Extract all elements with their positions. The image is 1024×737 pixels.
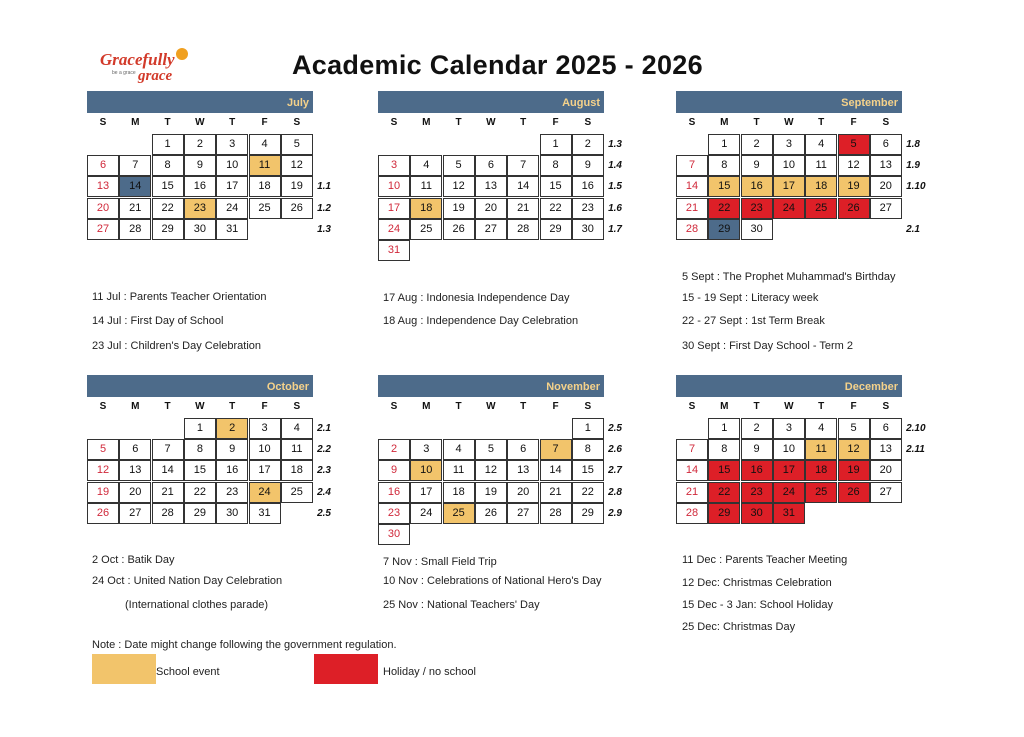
event-item-december: 12 Dec: Christmas Celebration — [682, 577, 832, 589]
day-cell: 16 — [741, 460, 773, 481]
day-cell: 4 — [443, 439, 475, 460]
day-cell: 17 — [249, 460, 281, 481]
day-cell: 23 — [378, 503, 410, 524]
day-cell: 2 — [216, 418, 248, 439]
day-cell: 19 — [838, 176, 870, 197]
day-cell: 17 — [773, 460, 805, 481]
day-cell: 7 — [119, 155, 151, 176]
weekday-label: T — [229, 117, 236, 128]
day-cell: 20 — [507, 482, 539, 503]
event-item-july: 23 Jul : Children's Day Celebration — [92, 340, 262, 352]
day-cell: 10 — [216, 155, 248, 176]
day-cell: 28 — [676, 219, 708, 240]
logo-figure-icon — [176, 48, 188, 60]
day-cell: 12 — [838, 155, 870, 176]
weekday-label: S — [390, 401, 398, 412]
day-cell: 18 — [281, 460, 313, 481]
day-cell: 16 — [378, 482, 410, 503]
day-cell: 2 — [378, 439, 410, 460]
day-cell: 19 — [838, 460, 870, 481]
day-cell: 1 — [184, 418, 216, 439]
day-cell: 15 — [708, 460, 740, 481]
day-cell: 7 — [152, 439, 184, 460]
event-item-november: 10 Nov : Celebrations of National Hero's Day — [383, 575, 602, 587]
day-cell: 25 — [805, 198, 837, 219]
day-cell: 21 — [152, 482, 184, 503]
day-cell: 3 — [378, 155, 410, 176]
day-cell: 25 — [281, 482, 313, 503]
day-cell: 4 — [410, 155, 442, 176]
day-cell: 30 — [741, 219, 773, 240]
day-cell: 7 — [507, 155, 539, 176]
day-cell: 11 — [805, 155, 837, 176]
weekday-label: S — [99, 117, 107, 128]
day-cell: 28 — [152, 503, 184, 524]
week-number-label: 2.1 — [317, 423, 331, 434]
day-cell: 9 — [216, 439, 248, 460]
day-cell: 17 — [378, 198, 410, 219]
day-cell: 6 — [475, 155, 507, 176]
holiday-legend-label: Holiday / no school — [383, 666, 476, 678]
day-cell: 6 — [870, 418, 902, 439]
day-cell: 9 — [184, 155, 216, 176]
weekday-label: T — [455, 117, 462, 128]
day-cell: 4 — [805, 418, 837, 439]
day-cell: 19 — [87, 482, 119, 503]
month-header: August — [378, 91, 604, 113]
day-cell: 12 — [475, 460, 507, 481]
day-cell: 6 — [507, 439, 539, 460]
day-cell: 22 — [152, 198, 184, 219]
school-event-swatch — [92, 654, 156, 684]
day-cell: 22 — [540, 198, 572, 219]
day-cell: 1 — [708, 134, 740, 155]
week-number-label: 2.6 — [608, 444, 622, 456]
day-cell: 29 — [152, 219, 184, 240]
page-title: Academic Calendar 2025 - 2026 — [292, 50, 703, 80]
day-cell: 8 — [572, 439, 604, 460]
weekday-label: F — [261, 401, 268, 412]
day-cell: 29 — [708, 219, 740, 240]
day-cell: 13 — [870, 155, 902, 176]
day-cell: 19 — [443, 198, 475, 219]
event-item-november: 7 Nov : Small Field Trip — [383, 556, 497, 568]
week-number-label: 1.3 — [608, 139, 622, 150]
day-cell: 7 — [676, 155, 708, 176]
day-cell: 4 — [249, 134, 281, 155]
day-cell: 28 — [676, 503, 708, 524]
day-cell: 20 — [119, 482, 151, 503]
weekday-label: T — [455, 401, 462, 412]
day-cell: 21 — [676, 482, 708, 503]
week-number-label: 1.7 — [608, 223, 622, 235]
day-cell: 24 — [773, 198, 805, 219]
day-cell: 16 — [184, 176, 216, 197]
day-cell: 26 — [475, 503, 507, 524]
day-cell: 12 — [281, 155, 313, 176]
day-cell: 25 — [249, 198, 281, 219]
day-cell: 27 — [475, 219, 507, 240]
day-cell: 18 — [249, 176, 281, 197]
day-cell: 27 — [870, 198, 902, 219]
day-cell: 6 — [870, 134, 902, 155]
weekday-label: W — [195, 401, 205, 412]
week-number-label: 1.8 — [906, 139, 920, 150]
day-cell: 11 — [281, 439, 313, 460]
weekday-label: S — [584, 117, 592, 128]
day-cell: 21 — [676, 198, 708, 219]
note-text: Note : Date might change following the government regulation. — [92, 639, 397, 651]
event-item-july: 11 Jul : Parents Teacher Orientation — [92, 291, 267, 303]
day-cell: 5 — [443, 155, 475, 176]
week-number-label: 2.10 — [906, 423, 926, 434]
day-cell: 23 — [741, 198, 773, 219]
day-cell: 24 — [249, 482, 281, 503]
day-cell: 18 — [805, 460, 837, 481]
day-cell: 20 — [475, 198, 507, 219]
event-item-september: 30 Sept : First Day School - Term 2 — [682, 340, 853, 352]
weekday-label: F — [552, 117, 559, 128]
day-cell: 14 — [119, 176, 151, 197]
week-number-label: 1.1 — [317, 181, 331, 193]
day-cell: 4 — [281, 418, 313, 439]
day-cell: 13 — [87, 176, 119, 197]
school-logo — [100, 48, 190, 88]
day-cell: 17 — [216, 176, 248, 197]
week-number-label: 1.6 — [608, 202, 622, 214]
week-number-label: 2.5 — [608, 423, 622, 434]
day-cell: 11 — [805, 439, 837, 460]
day-cell: 16 — [572, 176, 604, 197]
day-cell: 12 — [838, 439, 870, 460]
month-header: December — [676, 375, 902, 397]
weekday-label: W — [784, 117, 794, 128]
week-number-label: 2.9 — [608, 507, 622, 519]
school-event-legend-label: School event — [156, 666, 220, 678]
day-cell: 27 — [87, 219, 119, 240]
weekday-label: S — [293, 401, 301, 412]
week-number-label: 2.7 — [608, 465, 622, 477]
day-cell: 25 — [410, 219, 442, 240]
weekday-label: W — [784, 401, 794, 412]
day-cell: 14 — [676, 460, 708, 481]
weekday-label: T — [753, 117, 760, 128]
day-cell: 8 — [708, 439, 740, 460]
day-cell: 9 — [378, 460, 410, 481]
day-cell: 3 — [773, 418, 805, 439]
day-cell: 4 — [805, 134, 837, 155]
day-cell: 19 — [475, 482, 507, 503]
day-cell: 18 — [443, 482, 475, 503]
day-cell: 15 — [540, 176, 572, 197]
weekday-label: W — [486, 401, 496, 412]
weekday-label: F — [850, 117, 857, 128]
week-number-label: 2.11 — [906, 444, 925, 456]
day-cell: 29 — [708, 503, 740, 524]
day-cell: 9 — [741, 439, 773, 460]
day-cell: 3 — [773, 134, 805, 155]
holiday-swatch — [314, 654, 378, 684]
event-item-september: 5 Sept : The Prophet Muhammad's Birthday — [682, 271, 896, 283]
weekday-label: M — [720, 401, 729, 412]
day-cell: 30 — [572, 219, 604, 240]
day-cell: 8 — [184, 439, 216, 460]
day-cell: 14 — [540, 460, 572, 481]
day-cell: 26 — [443, 219, 475, 240]
day-cell: 30 — [216, 503, 248, 524]
event-item-september: 15 - 19 Sept : Literacy week — [682, 292, 819, 304]
day-cell: 8 — [540, 155, 572, 176]
day-cell: 6 — [119, 439, 151, 460]
event-item-december: 25 Dec: Christmas Day — [682, 621, 796, 633]
day-cell: 14 — [152, 460, 184, 481]
day-cell: 10 — [773, 155, 805, 176]
day-cell: 13 — [507, 460, 539, 481]
logo-text-sub: be a grace — [112, 70, 136, 76]
day-cell: 18 — [410, 198, 442, 219]
week-number-label: 1.9 — [906, 160, 920, 172]
month-header: September — [676, 91, 902, 113]
day-cell: 25 — [805, 482, 837, 503]
week-number-label: 2.1 — [906, 223, 920, 235]
logo-text-top: Gracefully — [100, 50, 175, 69]
weekday-label: T — [753, 401, 760, 412]
day-cell: 13 — [119, 460, 151, 481]
month-header: October — [87, 375, 313, 397]
event-item-september: 22 - 27 Sept : 1st Term Break — [682, 315, 825, 327]
day-cell: 2 — [184, 134, 216, 155]
day-cell: 31 — [773, 503, 805, 524]
day-cell: 22 — [184, 482, 216, 503]
week-number-label: 2.4 — [317, 486, 331, 498]
weekday-label: F — [261, 117, 268, 128]
weekday-label: S — [99, 401, 107, 412]
day-cell: 25 — [443, 503, 475, 524]
day-cell: 15 — [152, 176, 184, 197]
day-cell: 31 — [249, 503, 281, 524]
weekday-label: W — [195, 117, 205, 128]
weekday-label: T — [818, 117, 825, 128]
day-cell: 5 — [838, 418, 870, 439]
weekday-label: S — [390, 117, 398, 128]
day-cell: 2 — [741, 134, 773, 155]
day-cell: 21 — [507, 198, 539, 219]
day-cell: 15 — [708, 176, 740, 197]
logo-text-bottom: grace — [138, 68, 173, 84]
day-cell: 19 — [281, 176, 313, 197]
event-item-october: (International clothes parade) — [125, 599, 269, 611]
event-item-july: 14 Jul : First Day of School — [92, 315, 224, 327]
day-cell: 12 — [87, 460, 119, 481]
day-cell: 24 — [216, 198, 248, 219]
weekday-label: S — [293, 117, 301, 128]
day-cell: 14 — [507, 176, 539, 197]
day-cell: 22 — [708, 482, 740, 503]
day-cell: 29 — [572, 503, 604, 524]
day-cell: 11 — [249, 155, 281, 176]
day-cell: 5 — [281, 134, 313, 155]
weekday-label: T — [229, 401, 236, 412]
day-cell: 1 — [708, 418, 740, 439]
day-cell: 20 — [870, 176, 902, 197]
week-number-label: 2.2 — [317, 444, 331, 456]
month-header: November — [378, 375, 604, 397]
weekday-label: S — [882, 401, 890, 412]
event-item-october: 2 Oct : Batik Day — [92, 554, 175, 566]
day-cell: 1 — [540, 134, 572, 155]
day-cell: 18 — [805, 176, 837, 197]
day-cell: 7 — [676, 439, 708, 460]
day-cell: 15 — [572, 460, 604, 481]
week-number-label: 1.5 — [608, 181, 622, 193]
day-cell: 13 — [870, 439, 902, 460]
event-item-december: 15 Dec - 3 Jan: School Holiday — [682, 599, 834, 611]
week-number-label: 2.8 — [608, 486, 622, 498]
weekday-label: M — [131, 401, 140, 412]
day-cell: 3 — [249, 418, 281, 439]
event-item-august: 17 Aug : Indonesia Independence Day — [383, 292, 570, 304]
month-header: July — [87, 91, 313, 113]
day-cell: 8 — [708, 155, 740, 176]
day-cell: 10 — [378, 176, 410, 197]
day-cell: 16 — [741, 176, 773, 197]
day-cell: 12 — [443, 176, 475, 197]
day-cell: 5 — [838, 134, 870, 155]
day-cell: 28 — [507, 219, 539, 240]
week-number-label: 2.5 — [317, 507, 331, 519]
weekday-label: F — [552, 401, 559, 412]
day-cell: 31 — [378, 240, 410, 261]
day-cell: 26 — [281, 198, 313, 219]
week-number-label: 1.4 — [608, 160, 622, 172]
weekday-label: M — [422, 401, 431, 412]
day-cell: 17 — [773, 176, 805, 197]
day-cell: 26 — [87, 503, 119, 524]
day-cell: 27 — [119, 503, 151, 524]
day-cell: 20 — [87, 198, 119, 219]
weekday-label: S — [688, 117, 696, 128]
day-cell: 30 — [741, 503, 773, 524]
day-cell: 1 — [572, 418, 604, 439]
day-cell: 23 — [216, 482, 248, 503]
event-item-october: 24 Oct : United Nation Day Celebration — [92, 575, 283, 587]
day-cell: 30 — [378, 524, 410, 545]
day-cell: 1 — [152, 134, 184, 155]
day-cell: 9 — [572, 155, 604, 176]
day-cell: 30 — [184, 219, 216, 240]
day-cell: 27 — [507, 503, 539, 524]
day-cell: 3 — [216, 134, 248, 155]
weekday-label: T — [520, 117, 527, 128]
day-cell: 21 — [119, 198, 151, 219]
week-number-label: 1.10 — [906, 181, 926, 193]
day-cell: 8 — [152, 155, 184, 176]
weekday-label: S — [882, 117, 890, 128]
day-cell: 16 — [216, 460, 248, 481]
weekday-label: W — [486, 117, 496, 128]
day-cell: 6 — [87, 155, 119, 176]
day-cell: 24 — [410, 503, 442, 524]
day-cell: 22 — [572, 482, 604, 503]
day-cell: 24 — [773, 482, 805, 503]
day-cell: 17 — [410, 482, 442, 503]
day-cell: 10 — [773, 439, 805, 460]
weekday-label: M — [720, 117, 729, 128]
day-cell: 23 — [741, 482, 773, 503]
day-cell: 9 — [741, 155, 773, 176]
weekday-label: M — [131, 117, 140, 128]
event-item-november: 25 Nov : National Teachers' Day — [383, 599, 540, 611]
day-cell: 10 — [410, 460, 442, 481]
weekday-label: T — [164, 117, 171, 128]
weekday-label: F — [850, 401, 857, 412]
week-number-label: 1.3 — [317, 223, 331, 235]
day-cell: 13 — [475, 176, 507, 197]
event-item-august: 18 Aug : Independence Day Celebration — [383, 315, 579, 327]
day-cell: 11 — [443, 460, 475, 481]
weekday-label: T — [818, 401, 825, 412]
day-cell: 28 — [540, 503, 572, 524]
day-cell: 31 — [216, 219, 248, 240]
day-cell: 22 — [708, 198, 740, 219]
weekday-label: S — [688, 401, 696, 412]
week-number-label: 1.2 — [317, 202, 331, 214]
weekday-label: M — [422, 117, 431, 128]
day-cell: 26 — [838, 482, 870, 503]
day-cell: 29 — [540, 219, 572, 240]
day-cell: 5 — [87, 439, 119, 460]
day-cell: 2 — [572, 134, 604, 155]
event-item-december: 11 Dec : Parents Teacher Meeting — [682, 554, 848, 566]
day-cell: 11 — [410, 176, 442, 197]
day-cell: 29 — [184, 503, 216, 524]
week-number-label: 2.3 — [317, 465, 331, 477]
day-cell: 5 — [475, 439, 507, 460]
day-cell: 27 — [870, 482, 902, 503]
day-cell: 24 — [378, 219, 410, 240]
day-cell: 10 — [249, 439, 281, 460]
day-cell: 28 — [119, 219, 151, 240]
day-cell: 3 — [410, 439, 442, 460]
day-cell: 14 — [676, 176, 708, 197]
day-cell: 2 — [741, 418, 773, 439]
weekday-label: T — [164, 401, 171, 412]
day-cell: 7 — [540, 439, 572, 460]
day-cell: 23 — [572, 198, 604, 219]
day-cell: 15 — [184, 460, 216, 481]
day-cell: 20 — [870, 460, 902, 481]
day-cell: 21 — [540, 482, 572, 503]
day-cell: 26 — [838, 198, 870, 219]
day-cell: 23 — [184, 198, 216, 219]
weekday-label: S — [584, 401, 592, 412]
weekday-label: T — [520, 401, 527, 412]
